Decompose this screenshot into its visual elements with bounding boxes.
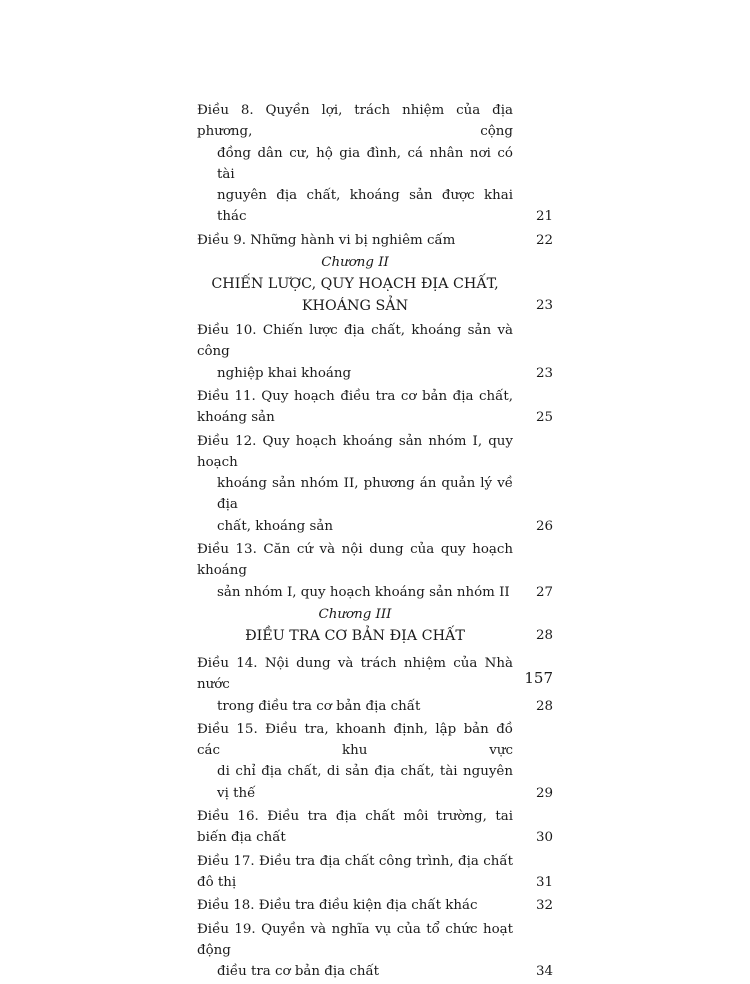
toc-entry-line: Điều 19. Quyền và nghĩa vụ của tổ chức hoạt động bbox=[197, 921, 513, 958]
entry-group-before-chapter-2 bbox=[197, 100, 553, 251]
toc-entry-text bbox=[197, 653, 513, 717]
chapter-label: Chương II bbox=[321, 255, 389, 271]
toc-entry bbox=[197, 895, 553, 916]
toc-entry-text bbox=[197, 719, 513, 804]
toc-entry bbox=[197, 431, 553, 537]
toc-entry-line: Điều 10. Chiến lược địa chất, khoáng sản và công bbox=[197, 323, 513, 360]
page-number: 34 bbox=[535, 964, 553, 980]
toc-entry-line: chất, khoáng sản bbox=[217, 518, 333, 534]
chapter-label: Chương III bbox=[318, 606, 392, 622]
page-number: 25 bbox=[535, 410, 553, 426]
page-number: 30 bbox=[535, 830, 553, 846]
toc-entry bbox=[197, 719, 553, 804]
chapter-title-row bbox=[197, 273, 553, 295]
toc-entry-line: đồng dân cư, hộ gia đình, cá nhân nơi có tài bbox=[217, 145, 513, 182]
toc-entry bbox=[197, 386, 553, 429]
toc-entry bbox=[197, 806, 553, 849]
toc-entry-text bbox=[197, 806, 513, 849]
toc-entry-text bbox=[197, 320, 513, 384]
toc-entry-text bbox=[197, 895, 513, 916]
page-number: 21 bbox=[535, 209, 553, 225]
toc-entry-line: Điều 18. Điều tra điều kiện địa chất khác bbox=[197, 898, 478, 914]
toc-entry bbox=[197, 100, 553, 228]
page-number: 26 bbox=[535, 518, 553, 534]
table-of-contents bbox=[197, 100, 553, 984]
toc-entry bbox=[197, 539, 553, 603]
page-number: 28 bbox=[535, 627, 553, 643]
page-number: 22 bbox=[535, 232, 553, 248]
toc-entry-text bbox=[197, 386, 513, 429]
page-number: 27 bbox=[535, 584, 553, 600]
toc-entry bbox=[197, 653, 553, 717]
toc-entry-text bbox=[197, 851, 513, 894]
toc-entry bbox=[197, 919, 553, 983]
toc-entry-line: Điều 17. Điều tra địa chất công trình, địa chất đô thị bbox=[197, 853, 513, 890]
page-number: 31 bbox=[535, 874, 553, 890]
toc-entry-line: Điều 8. Quyền lợi, trách nhiệm của địa phương, cộng bbox=[197, 103, 513, 140]
toc-entry-line: nghiệp khai khoáng bbox=[217, 365, 352, 381]
page-number: 29 bbox=[535, 785, 553, 801]
chapter-title: KHOÁNG SẢN bbox=[301, 298, 409, 315]
toc-entry-line: Điều 14. Nội dung và trách nhiệm của Nhà nước bbox=[197, 655, 513, 693]
toc-entry-line: Điều 9. Những hành vi bị nghiêm cấm bbox=[197, 232, 456, 248]
toc-entry-line: di chỉ địa chất, di sản địa chất, tài nguyên vị thế bbox=[217, 764, 513, 801]
chapter-title-row bbox=[197, 625, 553, 647]
page-number: 28 bbox=[535, 698, 553, 714]
toc-entry-line: Điều 11. Quy hoạch điều tra cơ bản địa chất, khoáng sản bbox=[197, 388, 513, 426]
toc-entry bbox=[197, 851, 553, 894]
toc-entry-line: sản nhóm I, quy hoạch khoáng sản nhóm II bbox=[217, 584, 510, 600]
toc-entry-line: Điều 13. Căn cứ và nội dung của quy hoạch khoáng bbox=[197, 542, 513, 579]
toc-entry-text bbox=[197, 919, 513, 983]
toc-entry-line: Điều 16. Điều tra địa chất môi trường, tai biến địa chất bbox=[197, 809, 513, 846]
page-number: 23 bbox=[535, 298, 553, 314]
toc-entry bbox=[197, 320, 553, 384]
toc-entry-line: Điều 12. Quy hoạch khoáng sản nhóm I, quy hoạch bbox=[197, 433, 513, 470]
chapter-title-row bbox=[197, 295, 553, 317]
toc-entry-line: khoáng sản nhóm II, phương án quản lý về địa bbox=[217, 476, 513, 513]
toc-entry-text bbox=[197, 100, 513, 228]
folio-page-number: 157 bbox=[524, 669, 553, 687]
toc-entry-line: điều tra cơ bản địa chất bbox=[217, 964, 380, 980]
page-number: 23 bbox=[535, 365, 553, 381]
chapter-title: ĐIỀU TRA CƠ BẢN ĐỊA CHẤT bbox=[245, 627, 465, 644]
toc-entry-text bbox=[197, 230, 513, 251]
chapter-title: CHIẾN LƯỢC, QUY HOẠCH ĐỊA CHẤT, bbox=[211, 276, 499, 293]
toc-entry-line: Điều 15. Điều tra, khoanh định, lập bản đồ các khu vực bbox=[197, 721, 513, 759]
toc-entry-line: trong điều tra cơ bản địa chất bbox=[217, 698, 421, 714]
toc-entry-text bbox=[197, 431, 513, 537]
toc-entry-line: nguyên địa chất, khoáng sản được khai thác bbox=[217, 188, 513, 225]
toc-entry-text bbox=[197, 539, 513, 603]
page-number: 32 bbox=[535, 898, 553, 914]
entry-group-chapter-2 bbox=[197, 320, 553, 603]
entry-group-chapter-3 bbox=[197, 653, 553, 982]
toc-entry bbox=[197, 230, 553, 251]
